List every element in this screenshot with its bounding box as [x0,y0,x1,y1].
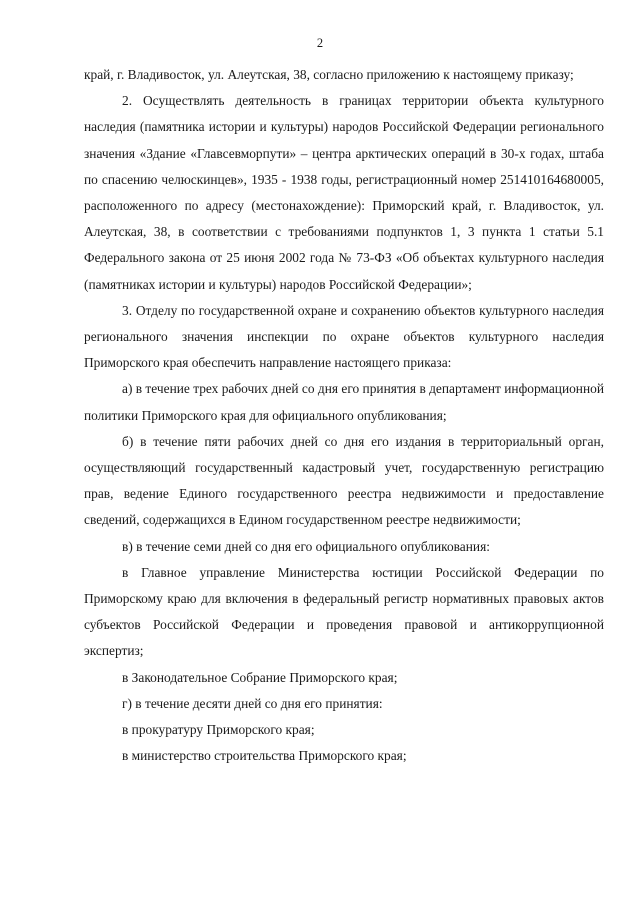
paragraph-continuation: край, г. Владивосток, ул. Алеутская, 38, согласно приложению к настоящему приказу; [84,67,574,82]
paragraph-recipient-ministry-justice: в Главное управление Министерства юстиции Российской Федерации по Приморскому краю для включения в федеральный регистр нормативных правовых актов субъектов Российской Федерации и проведения правовой и антикоррупционной экспертиз; [84,564,604,659]
page-number: 2 [316,36,324,50]
paragraph-subitem-b: б) в течение пяти рабочих дней со дня его издания в территориальный орган, осуществляющий государственный кадастровый учет, государственную регистрацию прав, ведение Единого государственного реестра недвижимости и предоставление сведений, содержащихся в Едином государственном реестре недвижимости; [84,433,604,528]
paragraph-recipient-prosecutor: в прокуратуру Приморского края; [122,722,315,738]
paragraph-subitem-v: в) в течение семи дней со дня его официального опубликования: [122,538,490,554]
paragraph-subitem-g: г) в течение десяти дней со дня его принятия: [122,695,383,711]
paragraph-recipient-construction-ministry: в министерство строительства Приморского края; [122,748,407,764]
paragraph-item-3: 3. Отделу по государственной охране и сохранению объектов культурного наследия регионального значения инспекции по охране объектов культурного наследия Приморского края обеспечить направление настоящего приказа: [84,302,604,371]
paragraph-recipient-legislative-assembly: в Законодательное Собрание Приморского края; [122,669,398,685]
paragraph-subitem-a: а) в течение трех рабочих дней со дня его принятия в департамент информационной политики Приморского края для официального опубликования; [84,381,604,423]
document-body [84,62,604,769]
paragraph-item-2: 2. Осуществлять деятельность в границах территории объекта культурного наследия (памятника истории и культуры) народов Российской Федерации регионального значения «Здание «Главсевморпути» – центра арктических операций в 30-х годах, штаба по спасению челюскинцев», 1935 - 1938 годы, регистрационный номер 251410164680005, расположенного по адресу (местонахождение): Приморский край, г. Владивосток, ул. Алеутская, 38, в соответствии с требованиями подпунктов 1, 3 пункта 1 статьи 5.1 Федерального закона от 25 июня 2002 года № 73-ФЗ «Об объектах культурного наследия (памятниках истории и культуры) народов Российской Федерации»; [84,93,604,292]
